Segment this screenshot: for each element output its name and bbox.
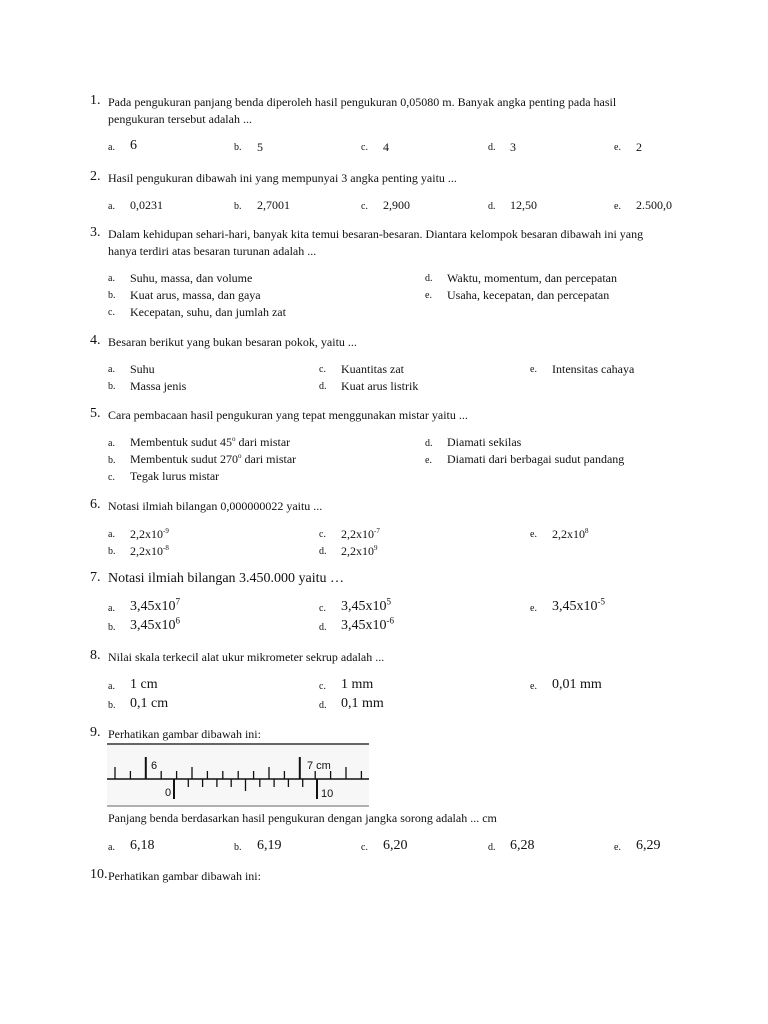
option-value[interactable]: 2,900 xyxy=(383,198,410,212)
option-value[interactable]: 12,50 xyxy=(510,198,537,212)
vernier-caliper-figure xyxy=(107,743,369,807)
main-scale-label-7cm: 7 cm xyxy=(307,760,331,772)
option-label: e. xyxy=(425,455,432,466)
question-text: Hasil pengukuran dibawah ini yang mempunyai 3 angka penting yaitu ... xyxy=(108,171,457,185)
option-label: d. xyxy=(319,381,327,392)
option-label: b. xyxy=(108,455,116,466)
option-text: 3,45x10 xyxy=(552,599,598,614)
option-text: 2,2x10 xyxy=(552,527,585,541)
option-value[interactable]: 0,0231 xyxy=(130,198,163,212)
option-label: c. xyxy=(319,364,326,375)
option-value[interactable] xyxy=(552,596,605,615)
option-label: a. xyxy=(108,364,115,375)
question-text: Panjang benda berdasarkan hasil pengukuran dengan jangka sorong adalah ... cm xyxy=(108,811,497,825)
question-text: Nilai skala terkecil alat ukur mikrometer sekrup adalah ... xyxy=(108,650,385,664)
question-text: hanya terdiri atas besaran turunan adalah ... xyxy=(108,244,317,258)
exponent: -6 xyxy=(386,615,394,626)
option-label: c. xyxy=(361,142,368,153)
option-value[interactable] xyxy=(341,596,391,615)
exponent: -7 xyxy=(374,527,380,535)
option-value[interactable]: 1 cm xyxy=(130,677,158,692)
option-value[interactable]: 1 mm xyxy=(341,677,374,692)
option-text: dari mistar xyxy=(241,452,297,466)
option-value[interactable]: Kecepatan, suhu, dan jumlah zat xyxy=(130,305,286,319)
option-value[interactable]: Suhu, massa, dan volume xyxy=(130,271,253,285)
question-text: Perhatikan gambar dibawah ini: xyxy=(108,869,261,883)
option-value[interactable]: 6,29 xyxy=(636,838,661,853)
option-label: b. xyxy=(108,546,116,557)
option-value[interactable]: Kuat arus listrik xyxy=(341,379,419,393)
option-value[interactable]: 6 xyxy=(130,138,137,153)
option-label: a. xyxy=(108,681,115,692)
option-value[interactable]: Kuantitas zat xyxy=(341,362,404,376)
option-label: a. xyxy=(108,603,115,614)
option-label: d. xyxy=(319,622,327,633)
option-value[interactable]: 5 xyxy=(257,140,263,154)
question-number: 3. xyxy=(90,225,101,240)
option-value[interactable]: Usaha, kecepatan, dan percepatan xyxy=(447,288,610,302)
option-label: a. xyxy=(108,438,115,449)
option-value[interactable]: 4 xyxy=(383,140,389,154)
option-label: a. xyxy=(108,842,115,853)
option-value[interactable] xyxy=(341,544,378,559)
question-number: 1. xyxy=(90,93,101,108)
option-value[interactable] xyxy=(130,544,169,559)
option-label: c. xyxy=(361,201,368,212)
exponent: 7 xyxy=(175,596,180,607)
option-label: e. xyxy=(530,603,537,614)
option-label: c. xyxy=(361,842,368,853)
option-value[interactable]: Kuat arus, massa, dan gaya xyxy=(130,288,261,302)
option-label: d. xyxy=(488,842,496,853)
question-text: pengukuran tersebut adalah ... xyxy=(108,112,252,126)
option-label: a. xyxy=(108,273,115,284)
option-label: d. xyxy=(488,201,496,212)
option-value[interactable]: 6,19 xyxy=(257,838,282,853)
option-label: b. xyxy=(108,381,116,392)
option-text: 3,45x10 xyxy=(130,618,176,633)
option-text: dari mistar xyxy=(235,435,291,449)
option-label: c. xyxy=(319,529,326,540)
option-value[interactable] xyxy=(130,596,180,615)
option-value[interactable] xyxy=(341,527,380,542)
exponent: 5 xyxy=(386,596,391,607)
question-number: 10. xyxy=(90,867,108,882)
exponent: 8 xyxy=(585,527,589,535)
question-text: Perhatikan gambar dibawah ini: xyxy=(108,727,261,741)
option-label: e. xyxy=(614,201,621,212)
question-text: Pada pengukuran panjang benda diperoleh hasil pengukuran 0,05080 m. Banyak angka penting pada hasil xyxy=(108,95,617,109)
degree-sup: o xyxy=(232,435,236,443)
option-label: e. xyxy=(614,142,621,153)
option-label: b. xyxy=(234,201,242,212)
option-value[interactable]: 2,7001 xyxy=(257,198,290,212)
vernier-label-0: 0 xyxy=(165,787,172,799)
exponent: -9 xyxy=(163,527,169,535)
option-value[interactable]: 2 xyxy=(636,140,642,154)
option-value[interactable]: Diamati dari berbagai sudut pandang xyxy=(447,452,625,466)
option-label: b. xyxy=(108,290,116,301)
option-text: 2,2x10 xyxy=(341,544,374,558)
option-value[interactable] xyxy=(130,435,290,450)
option-label: d. xyxy=(319,700,327,711)
exponent: -8 xyxy=(163,544,169,552)
option-label: e. xyxy=(530,529,537,540)
option-label: e. xyxy=(530,681,537,692)
option-value[interactable]: Suhu xyxy=(130,362,155,376)
option-value[interactable] xyxy=(552,527,589,542)
question-number: 9. xyxy=(90,725,101,740)
option-text: 2,2x10 xyxy=(130,527,163,541)
option-text: Membentuk sudut 45 xyxy=(130,435,232,449)
question-text: Dalam kehidupan sehari-hari, banyak kita temui besaran-besaran. Diantara kelompok besaran dibawah ini yang xyxy=(108,227,644,241)
option-value[interactable]: 6,20 xyxy=(383,838,408,853)
option-value[interactable]: 0,1 cm xyxy=(130,696,169,711)
option-value[interactable]: 2.500,0 xyxy=(636,198,672,212)
exponent: 9 xyxy=(374,544,378,552)
question-text: Besaran berikut yang bukan besaran pokok, yaitu ... xyxy=(108,335,357,349)
option-text: Membentuk sudut 270 xyxy=(130,452,238,466)
option-label: e. xyxy=(530,364,537,375)
vernier-label-10: 10 xyxy=(321,788,334,800)
option-value[interactable] xyxy=(130,452,296,467)
option-text: 2,2x10 xyxy=(130,544,163,558)
option-label: d. xyxy=(425,273,433,284)
option-label: b. xyxy=(108,700,116,711)
option-label: a. xyxy=(108,201,115,212)
option-label: b. xyxy=(234,142,242,153)
option-label: a. xyxy=(108,142,115,153)
option-label: c. xyxy=(108,472,115,483)
option-label: b. xyxy=(234,842,242,853)
option-label: d. xyxy=(319,546,327,557)
option-label: c. xyxy=(108,307,115,318)
option-label: c. xyxy=(319,603,326,614)
main-scale-label-6: 6 xyxy=(151,760,158,772)
figure-top-edge xyxy=(107,743,369,745)
option-value[interactable]: Waktu, momentum, dan percepatan xyxy=(447,271,617,285)
question-number: 8. xyxy=(90,648,101,663)
option-value[interactable]: 0,1 mm xyxy=(341,696,384,711)
option-value[interactable]: 3 xyxy=(510,140,516,154)
option-value[interactable]: 0,01 mm xyxy=(552,677,602,692)
option-text: 3,45x10 xyxy=(341,599,387,614)
option-value[interactable] xyxy=(130,615,180,634)
option-text: 3,45x10 xyxy=(341,618,387,633)
option-label: d. xyxy=(425,438,433,449)
option-value[interactable]: 6,18 xyxy=(130,838,155,853)
option-text: 2,2x10 xyxy=(341,527,374,541)
question-text: Cara pembacaan hasil pengukuran yang tepat menggunakan mistar yaitu ... xyxy=(108,408,468,422)
option-value[interactable] xyxy=(130,527,169,542)
exponent: 6 xyxy=(175,615,180,626)
option-label: b. xyxy=(108,622,116,633)
degree-sup: o xyxy=(238,452,242,460)
question-number: 6. xyxy=(90,497,101,512)
option-label: a. xyxy=(108,529,115,540)
figure-bottom-edge xyxy=(107,805,369,807)
question-number: 4. xyxy=(90,333,101,348)
question-number: 7. xyxy=(90,570,101,585)
question-number: 2. xyxy=(90,169,101,184)
option-value[interactable]: Diamati sekilas xyxy=(447,435,522,449)
option-label: d. xyxy=(488,142,496,153)
question-text: Notasi ilmiah bilangan 0,000000022 yaitu ... xyxy=(108,499,323,513)
option-label: e. xyxy=(614,842,621,853)
option-value[interactable]: Tegak lurus mistar xyxy=(130,469,220,483)
question-number: 5. xyxy=(90,406,101,421)
option-label: e. xyxy=(425,290,432,301)
exponent: -5 xyxy=(597,596,605,607)
option-value[interactable]: 6,28 xyxy=(510,838,535,853)
option-label: c. xyxy=(319,681,326,692)
option-value[interactable]: Massa jenis xyxy=(130,379,187,393)
option-value[interactable] xyxy=(341,615,394,634)
option-text: 3,45x10 xyxy=(130,599,176,614)
question-text: Notasi ilmiah bilangan 3.450.000 yaitu … xyxy=(108,571,345,586)
option-value[interactable]: Intensitas cahaya xyxy=(552,362,635,376)
